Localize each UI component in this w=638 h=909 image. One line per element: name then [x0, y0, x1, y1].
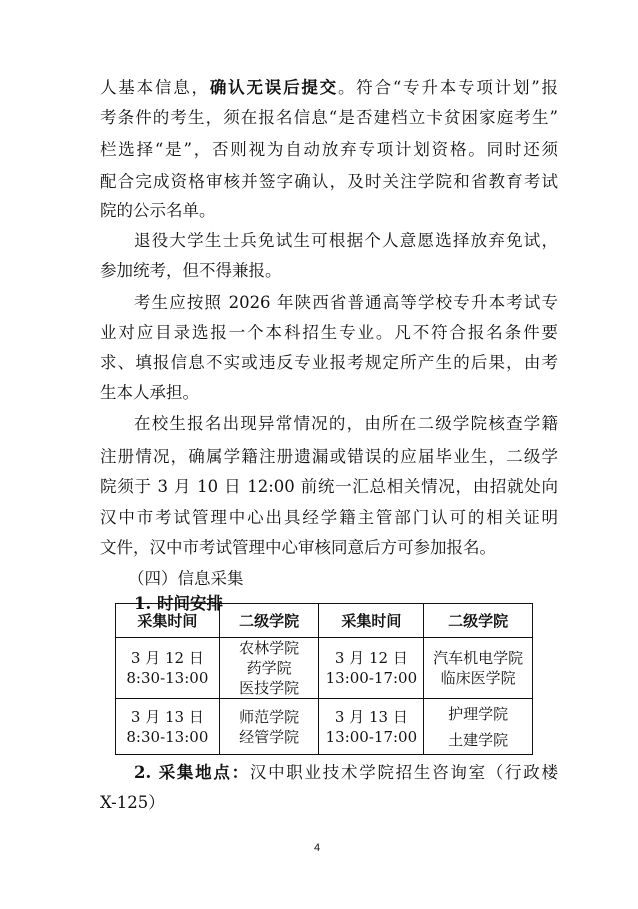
text-line: 汉中市考试管理中心出具经学籍主管部门认可的相关证明 — [100, 508, 558, 527]
text-line: 生本人承担。 — [100, 383, 199, 402]
text-line: 配合完成资格审核并签字确认，及时关注学院和省教育考试 — [100, 172, 558, 191]
date: 3 月 12 日 — [130, 649, 204, 667]
text-line: 院须于 3 月 10 日 12:00 前统一汇总相关情况，由招就处向 — [100, 477, 558, 496]
header-cell: 采集时间 — [116, 604, 220, 638]
date: 3 月 12 日 — [334, 649, 408, 667]
college: 药学院 — [246, 659, 292, 677]
college: 师范学院 — [239, 707, 300, 726]
text-line: 栏选择“是”，否则视为自动放弃专项计划资格。同时还须 — [100, 140, 558, 159]
table-cell — [424, 699, 533, 755]
text-line: 考条件的考生，须在报名信息“是否建档立卡贫困家庭考生” — [100, 108, 558, 127]
table-cell — [424, 638, 533, 699]
section-heading: （四）信息采集 — [128, 569, 244, 588]
location-text: 汉中职业技术学院招生咨询室（行政楼 — [249, 763, 558, 782]
time: 13:00-17:00 — [325, 669, 418, 687]
text-line: 参加统考，但不得兼报。 — [100, 261, 282, 280]
college: 医技学院 — [239, 679, 300, 697]
table-cell — [319, 699, 424, 755]
header-cell: 二级学院 — [424, 604, 533, 638]
location-label: 2. 采集地点： — [134, 763, 250, 782]
subheading-schedule: 1. 时间安排 — [134, 594, 223, 613]
text-line: X-125） — [100, 793, 165, 812]
table-row — [116, 638, 533, 699]
date: 3 月 13 日 — [130, 707, 204, 726]
college: 农林学院 — [239, 639, 300, 657]
time: 8:30-13:00 — [126, 669, 209, 687]
text-line: 院的公示名单。 — [100, 201, 216, 220]
date: 3 月 13 日 — [334, 707, 408, 726]
table-cell — [319, 638, 424, 699]
text-line: 业对应目录选报一个本科招生专业。凡不符合报名条件要 — [100, 323, 558, 342]
text-line: 退役大学生士兵免试生可根据个人意愿选择放弃免试， — [134, 231, 558, 250]
collection-location — [134, 758, 558, 788]
text-line: 求、填报信息不实或违反专业报考规定所产生的后果，由考 — [100, 353, 558, 372]
text-line — [100, 73, 558, 103]
table-cell — [219, 638, 319, 699]
college: 汽车机电学院 — [433, 649, 524, 667]
page-number: 4 — [314, 842, 321, 854]
text-line: 考生应按照 2026 年陕西省普通高等学校专升本考试专 — [134, 293, 558, 312]
table-header-row — [116, 604, 533, 638]
time: 8:30-13:00 — [126, 727, 209, 746]
text-line: 注册情况，确属学籍注册遗漏或错误的应届毕业生，二级学 — [100, 447, 558, 466]
bold-emphasis: 确认无误后提交 — [209, 78, 338, 97]
college: 土建学院 — [448, 730, 509, 749]
header-cell: 二级学院 — [219, 604, 319, 638]
text-line: 文件，汉中市考试管理中心审核同意后方可参加报名。 — [100, 538, 496, 557]
table-row — [116, 699, 533, 755]
text-line: 在校生报名出现异常情况的，由所在二级学院核查学籍 — [134, 414, 558, 433]
text: 。符合“专升本专项计划”报 — [337, 78, 559, 97]
college: 经管学院 — [239, 727, 300, 746]
header-cell: 采集时间 — [319, 604, 424, 638]
table-cell — [219, 699, 319, 755]
schedule-table — [115, 603, 533, 755]
text: 人基本信息， — [100, 78, 210, 97]
table-cell — [116, 638, 220, 699]
table-cell — [116, 699, 220, 755]
college: 临床医学院 — [440, 669, 516, 687]
time: 13:00-17:00 — [325, 727, 418, 746]
college: 护理学院 — [448, 704, 509, 723]
